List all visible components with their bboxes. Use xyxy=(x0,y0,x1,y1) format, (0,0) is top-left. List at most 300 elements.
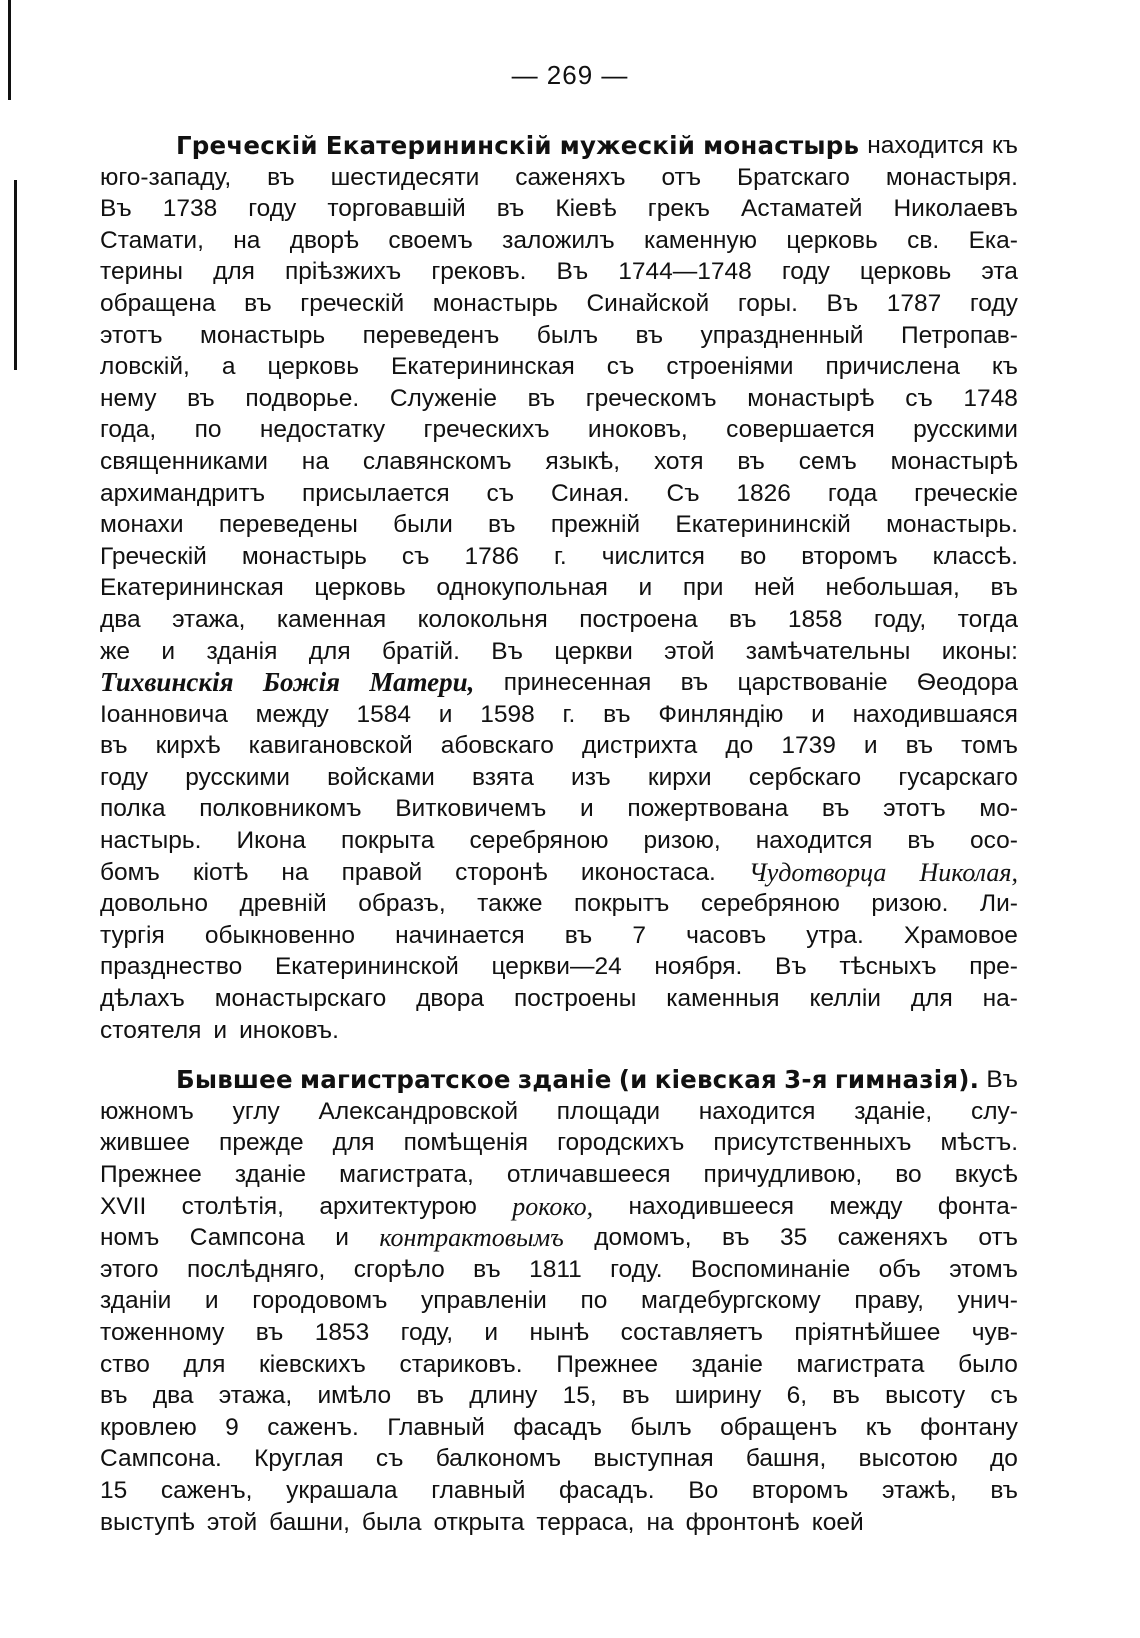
text-line xyxy=(100,730,1018,762)
word: балкономъ xyxy=(435,1445,562,1473)
text-line xyxy=(100,888,1018,920)
word: году xyxy=(781,258,830,286)
word: при xyxy=(682,574,724,602)
word: номъ xyxy=(100,1224,160,1252)
word: тѣсныхъ xyxy=(839,953,937,981)
word: празднество xyxy=(100,953,243,981)
word: и xyxy=(204,1287,219,1315)
word: языкѣ, xyxy=(545,447,621,475)
text-line xyxy=(100,1015,1018,1047)
word: въ xyxy=(267,163,295,191)
word: вкусѣ xyxy=(954,1161,1018,1188)
word: съ xyxy=(606,353,635,381)
word: и xyxy=(438,700,453,728)
word: греческихъ xyxy=(423,416,550,444)
text-line xyxy=(100,636,1018,668)
emphasis-word: Божія xyxy=(262,667,340,698)
word: фасадъ. xyxy=(559,1476,655,1504)
word: года, xyxy=(100,416,157,444)
word: Николаевъ xyxy=(893,195,1018,223)
word: унич- xyxy=(957,1287,1018,1315)
word: же xyxy=(100,637,131,665)
word: въ xyxy=(622,1382,650,1410)
word: объ xyxy=(878,1255,921,1283)
word: начинается xyxy=(395,921,525,949)
word: управленіи xyxy=(421,1287,547,1315)
word: Іоанновича xyxy=(100,700,228,728)
word: тогда xyxy=(957,605,1018,633)
word: находившаяся xyxy=(852,700,1018,728)
paragraph xyxy=(100,130,1018,1046)
word: магистрата, xyxy=(339,1161,474,1188)
word: въ xyxy=(832,1382,860,1410)
word: покрыта xyxy=(340,827,435,855)
word: кавигановской xyxy=(248,732,413,760)
word: иноковъ, xyxy=(587,416,688,444)
word: полковникомъ xyxy=(199,795,362,823)
word: по xyxy=(580,1287,608,1315)
word: 1858 xyxy=(787,605,843,633)
word: Воспоминаніе xyxy=(690,1255,851,1283)
word: на xyxy=(646,1508,674,1536)
word: 1738 xyxy=(162,195,218,223)
word: русскими xyxy=(913,416,1018,444)
word: обращена xyxy=(100,289,216,317)
word: башня, xyxy=(745,1445,827,1473)
word: саженъ. xyxy=(267,1413,359,1441)
text-line xyxy=(100,1412,1018,1444)
word: ней xyxy=(754,574,795,602)
word: братій. xyxy=(381,637,460,665)
text-line xyxy=(100,351,1018,383)
word: саженъ, xyxy=(160,1476,253,1504)
word: обыкновенно xyxy=(204,921,356,949)
word: фонтану xyxy=(920,1413,1018,1441)
word: на xyxy=(233,226,261,254)
word: шестидесяти xyxy=(330,163,480,191)
word: былъ xyxy=(536,321,599,349)
word: и xyxy=(638,574,653,602)
word: находившееся xyxy=(628,1192,795,1220)
word: чув- xyxy=(971,1318,1018,1346)
word: до xyxy=(990,1445,1018,1473)
word: классѣ. xyxy=(932,542,1018,570)
text-line xyxy=(100,667,1018,699)
word: во xyxy=(895,1161,922,1188)
word: въ xyxy=(100,732,128,760)
word: съ xyxy=(375,1445,404,1473)
word: Финляндію xyxy=(658,700,784,728)
word: упраздненный xyxy=(700,321,864,349)
word: году xyxy=(969,289,1018,317)
word: этотъ xyxy=(883,795,946,823)
word: Ека- xyxy=(968,226,1018,254)
word: войсками xyxy=(327,763,435,791)
word: находится xyxy=(698,1097,816,1125)
word: 15, xyxy=(562,1382,597,1410)
word: тоженному xyxy=(100,1318,225,1346)
word: нынѣ xyxy=(529,1318,590,1346)
word: въ xyxy=(255,1318,284,1346)
paragraph-gap xyxy=(100,1046,1018,1064)
word: кирхи xyxy=(647,763,712,791)
text-line xyxy=(100,1064,1018,1096)
word: 1739 xyxy=(781,732,836,760)
word: своемъ xyxy=(388,226,473,254)
word: XVII xyxy=(100,1192,147,1220)
word: монастырь xyxy=(432,289,558,317)
word: два xyxy=(100,605,141,633)
word: этажа, xyxy=(172,605,246,633)
word: по xyxy=(194,416,222,444)
word: двора xyxy=(416,985,485,1013)
word: башни, xyxy=(269,1508,350,1536)
word: въ xyxy=(722,1224,750,1252)
word: серебряною xyxy=(469,827,609,855)
word: греческомъ xyxy=(585,384,717,412)
word: коей xyxy=(811,1508,864,1536)
word: отъ xyxy=(661,163,702,191)
page-number: — 269 — xyxy=(511,60,629,90)
text-line xyxy=(100,793,1018,825)
word: Прежнее xyxy=(100,1161,202,1188)
text-line xyxy=(100,162,1018,194)
text-line xyxy=(100,825,1018,857)
word: выступная xyxy=(593,1445,714,1473)
word: часовъ xyxy=(686,921,767,949)
word: году, xyxy=(873,605,927,633)
word: настырь. xyxy=(100,827,202,855)
emphasis-word: рококо, xyxy=(512,1191,594,1221)
word: съ xyxy=(905,384,933,412)
word: дворѣ xyxy=(289,226,360,254)
word: и xyxy=(580,795,594,823)
text-line xyxy=(100,446,1018,478)
word: Главный xyxy=(387,1413,485,1441)
word: составляетъ xyxy=(620,1318,763,1346)
heading-word: Бывшее xyxy=(176,1065,293,1095)
heading-word: Екатерининскій xyxy=(325,131,552,160)
text-line xyxy=(100,1349,1018,1381)
word: высотою xyxy=(858,1445,958,1473)
word: и xyxy=(335,1224,349,1252)
word: стариковъ. xyxy=(399,1350,523,1378)
word: Въ xyxy=(986,1066,1018,1094)
word: въ xyxy=(635,321,664,349)
word: слу- xyxy=(970,1097,1018,1125)
word: колокольня xyxy=(417,605,548,633)
word: монастырь xyxy=(241,542,367,570)
word: нему xyxy=(100,384,157,412)
word: церковь xyxy=(786,226,878,254)
text-line xyxy=(100,572,1018,604)
word: грекъ xyxy=(647,195,710,223)
word: замѣчательны xyxy=(745,637,911,665)
word: и xyxy=(811,700,825,728)
heading-word: (и xyxy=(618,1065,648,1095)
word: присутственныхъ xyxy=(713,1129,912,1157)
text-line xyxy=(100,920,1018,952)
word: полка xyxy=(100,795,166,823)
word: 1786 xyxy=(464,542,519,570)
word: торговавшій xyxy=(327,195,466,223)
word: иконостаса. xyxy=(580,858,716,886)
word: фонта- xyxy=(937,1192,1018,1220)
word: на- xyxy=(982,985,1018,1013)
word: терины xyxy=(100,258,184,286)
text-line xyxy=(100,478,1018,510)
word: архимандритъ xyxy=(100,479,266,507)
word: юго-западу, xyxy=(100,163,232,191)
word: этого xyxy=(100,1255,159,1283)
word: въ xyxy=(488,511,516,539)
word: 1744—1748 xyxy=(618,258,752,286)
word: каменныя xyxy=(666,985,780,1013)
heading-word: магистратское xyxy=(299,1065,511,1095)
text-line xyxy=(100,951,1018,983)
word: архитектурою xyxy=(319,1192,477,1220)
word: взята xyxy=(472,763,534,791)
word: однокупольная xyxy=(436,574,608,602)
word: построены xyxy=(513,985,637,1013)
word: отличавшееся xyxy=(506,1161,671,1188)
text-line xyxy=(100,256,1018,288)
word: древній xyxy=(239,890,327,918)
word: гусарскаго xyxy=(898,763,1018,791)
word: этомъ xyxy=(949,1255,1018,1283)
word: Въ xyxy=(100,195,132,223)
paragraph xyxy=(100,1064,1018,1538)
word: прежній xyxy=(550,511,641,539)
word: 15 xyxy=(100,1476,128,1504)
emphasis-word: Тихвинскія xyxy=(100,667,234,698)
word: грековъ. xyxy=(431,258,527,286)
word: была xyxy=(361,1508,422,1536)
word: 1748 xyxy=(963,384,1018,412)
heading-word: монастырь xyxy=(703,131,860,160)
word: Екатерининской xyxy=(274,953,459,981)
word: заложилъ xyxy=(502,226,615,254)
word: 1811 xyxy=(529,1255,582,1283)
word: терраса, xyxy=(536,1508,635,1536)
word: въ xyxy=(527,384,556,412)
word: для xyxy=(183,1350,226,1378)
word: къ xyxy=(991,353,1018,381)
word: ризою, xyxy=(643,827,721,855)
word: монастырѣ xyxy=(747,384,875,412)
word: отъ xyxy=(978,1224,1018,1252)
word: саженяхъ xyxy=(837,1224,948,1252)
word: Стамати, xyxy=(100,226,204,254)
word: церковь xyxy=(314,574,406,602)
word: г. xyxy=(562,700,576,728)
word: году, xyxy=(400,1318,454,1346)
word: длину xyxy=(469,1382,538,1410)
word: тургія xyxy=(100,921,165,949)
word: 9 xyxy=(225,1413,239,1441)
word: высоту xyxy=(885,1382,966,1410)
word: церкви—24 xyxy=(491,953,622,981)
word: кирхѣ xyxy=(155,732,221,760)
word: два xyxy=(152,1382,194,1410)
word: пріѣзжихъ xyxy=(285,258,402,286)
word: келліи xyxy=(809,985,881,1013)
word: Сампсона. xyxy=(100,1445,222,1473)
text-line xyxy=(100,1317,1018,1349)
word: Астаматей xyxy=(741,195,863,223)
word: пре- xyxy=(969,953,1018,981)
word: въ xyxy=(473,1255,501,1283)
word: семъ xyxy=(798,447,857,475)
word: числится xyxy=(601,542,705,570)
word: ширину xyxy=(674,1382,762,1410)
word: сторонѣ xyxy=(455,858,548,886)
text-line xyxy=(100,1443,1018,1475)
emphasis-word: Николая, xyxy=(919,857,1018,887)
text-line xyxy=(100,699,1018,731)
word: въ xyxy=(244,289,272,317)
emphasis-word: Чудотворца xyxy=(748,857,887,887)
word: стоятеля xyxy=(100,1016,202,1044)
text-line xyxy=(100,193,1018,225)
word: обращенъ xyxy=(720,1413,838,1441)
word: кіевскихъ xyxy=(259,1350,366,1378)
word: въ xyxy=(100,1382,128,1410)
word: этажа, xyxy=(218,1382,293,1410)
word: монастырь. xyxy=(886,511,1018,539)
word: углу xyxy=(232,1097,280,1125)
word: кровлею xyxy=(100,1413,197,1441)
word: былъ xyxy=(630,1413,692,1441)
word: 1598 xyxy=(480,700,535,728)
word: съ xyxy=(401,542,430,570)
text-line xyxy=(100,983,1018,1015)
word: Екатерининская xyxy=(391,353,575,381)
word: церковь xyxy=(267,353,359,381)
word: въ xyxy=(603,700,631,728)
word: также xyxy=(477,890,543,918)
word: Сампсона xyxy=(189,1224,305,1252)
word: Братскаго xyxy=(737,163,850,191)
word: присылается xyxy=(301,479,450,507)
word: томъ xyxy=(961,732,1018,760)
word: домомъ, xyxy=(594,1224,692,1252)
word: каменная xyxy=(276,605,387,633)
word: для xyxy=(332,1129,375,1157)
word: Ѳеодора xyxy=(916,669,1018,697)
word: второмъ xyxy=(801,542,898,570)
text-line xyxy=(100,1159,1018,1191)
word: Екатерининскій xyxy=(675,511,851,539)
word: 35 xyxy=(779,1224,808,1252)
text-line xyxy=(100,288,1018,320)
word: и xyxy=(161,637,176,665)
word: Греческій xyxy=(100,542,207,570)
word: въ xyxy=(990,1476,1018,1504)
text-line xyxy=(100,383,1018,415)
word: монахи xyxy=(100,511,184,539)
word: въ xyxy=(905,732,934,760)
emphasis-word: Матери, xyxy=(369,667,475,698)
word: въ xyxy=(564,921,593,949)
word: Александровской xyxy=(318,1097,519,1125)
heading-word: Греческій xyxy=(176,131,318,160)
word: Во xyxy=(688,1476,719,1504)
word: сербскаго xyxy=(748,763,862,791)
word: Петропав- xyxy=(900,321,1018,349)
word: 1787 xyxy=(886,289,942,317)
word: 6, xyxy=(786,1382,807,1410)
word: бомъ xyxy=(100,858,160,886)
word: для xyxy=(308,637,351,665)
word: и xyxy=(863,732,878,760)
word: иноковъ. xyxy=(239,1016,339,1044)
word: монастырѣ xyxy=(890,447,1018,475)
word: этотъ xyxy=(100,321,163,349)
word: зданіе, xyxy=(854,1097,933,1125)
word: были xyxy=(393,511,453,539)
word: на xyxy=(281,858,309,886)
word: зданіе xyxy=(691,1350,763,1378)
word: каменную xyxy=(643,226,758,254)
word: украшала xyxy=(286,1476,398,1504)
word: Съ xyxy=(666,479,700,507)
word: южномъ xyxy=(100,1097,194,1125)
word: выступѣ xyxy=(100,1508,195,1536)
word: образъ, xyxy=(358,890,446,918)
heading-word: 3-я xyxy=(784,1065,828,1095)
word: эта xyxy=(981,258,1018,286)
word: городовомъ xyxy=(252,1287,388,1315)
word: построена xyxy=(579,605,698,633)
text-line xyxy=(100,1191,1018,1223)
word: съ xyxy=(990,1382,1018,1410)
word: дистрихта xyxy=(581,732,698,760)
word: ство xyxy=(100,1350,150,1378)
word: на xyxy=(301,447,329,475)
word: причудливою, xyxy=(703,1161,863,1188)
text-line xyxy=(100,604,1018,636)
word: между xyxy=(829,1192,903,1220)
word: было xyxy=(958,1350,1018,1378)
word: сгорѣло xyxy=(353,1255,445,1283)
heading-word: мужескій xyxy=(559,131,696,160)
text-line xyxy=(100,225,1018,257)
word: въ xyxy=(990,574,1018,602)
word: абовскаго xyxy=(440,732,554,760)
word: и xyxy=(213,1016,228,1044)
text-line xyxy=(100,1222,1018,1254)
heading-word: зданіе xyxy=(517,1065,612,1095)
word: открыта xyxy=(433,1508,525,1536)
word: фасадъ xyxy=(513,1413,602,1441)
word: зданіи xyxy=(100,1287,172,1315)
word: въ xyxy=(907,827,935,855)
word: въ xyxy=(737,447,765,475)
text-line xyxy=(100,414,1018,446)
word: и xyxy=(484,1318,499,1346)
word: 1584 xyxy=(356,700,412,728)
word: магдебургскому xyxy=(641,1287,821,1315)
word: пожертвована xyxy=(627,795,789,823)
word: покрытъ xyxy=(573,890,670,918)
word: году xyxy=(248,195,297,223)
word: св. xyxy=(907,226,940,254)
word: довольно xyxy=(100,890,208,918)
word: 7 xyxy=(632,921,646,949)
text-line xyxy=(100,1254,1018,1286)
word: мо- xyxy=(979,795,1018,823)
